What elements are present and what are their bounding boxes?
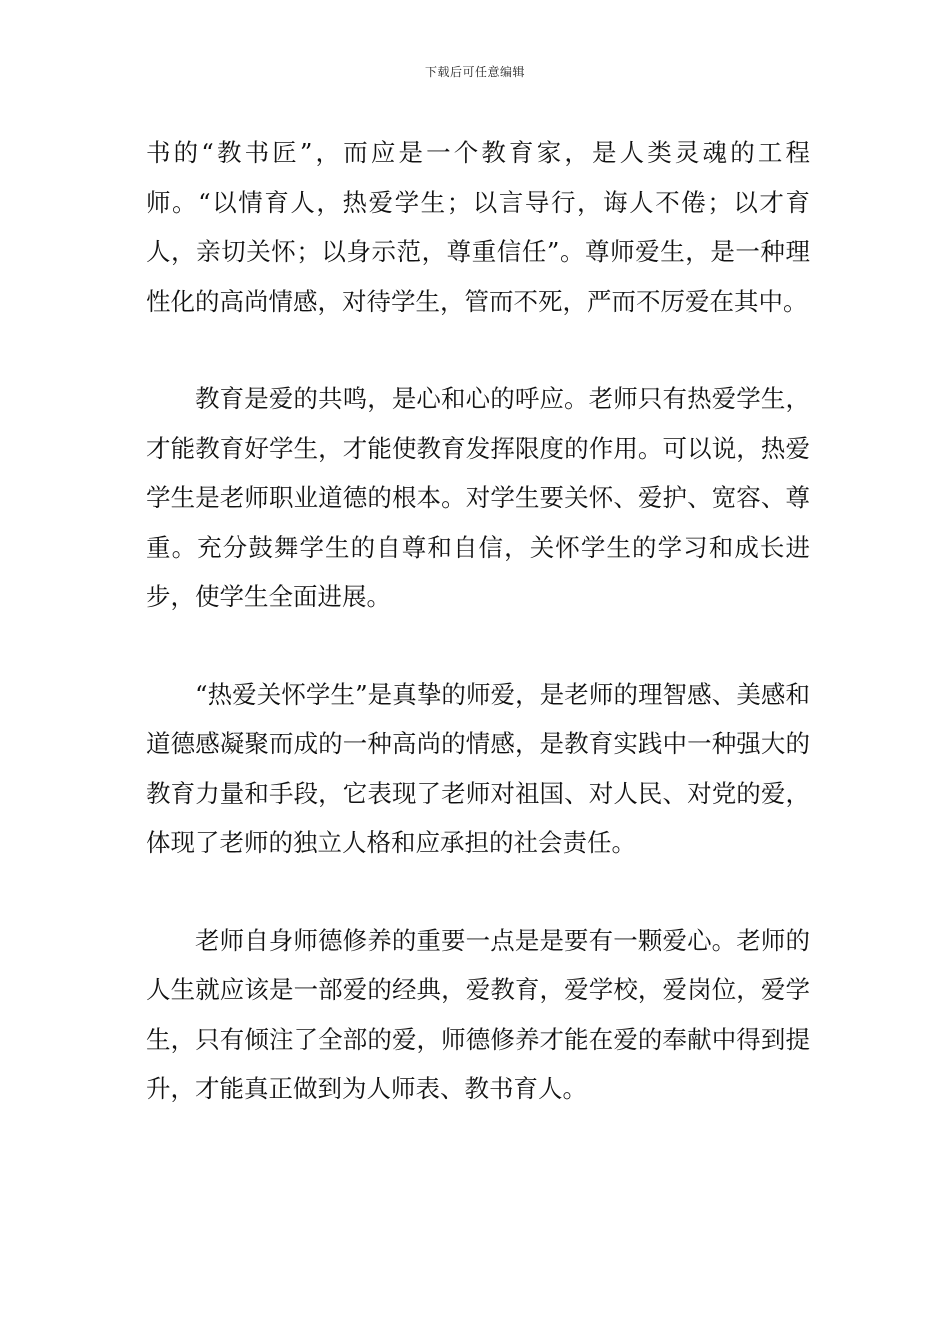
paragraph: 教育是爱的共鸣，是心和心的呼应。老师只有热爱学生，才能教育好学生，才能使教育发挥限度的作用。可以说，热爱学生是老师职业道德的根本。对学生要关怀、爱护、宽容、尊重。充分鼓舞学生的自尊和自信，关怀学生的学习和成长进步，使学生全面进展。 <box>146 384 810 611</box>
paragraph-continuation: 书的“教书匠”，而应是一个教育家，是人类灵魂的工程师。“以情育人，热爱学生；以言导行，诲人不倦；以才育人，亲切关怀；以身示范，尊重信任”。尊师爱生，是一种理性化的高尚情感，对待学生，管而不死，严而不厉爱在其中。 <box>146 138 810 316</box>
document-body <box>146 128 810 1114</box>
page-header-note: 下载后可任意编辑 <box>424 65 525 79</box>
paragraph: “热爱关怀学生”是真挚的师爱，是老师的理智感、美感和道德感凝聚而成的一种高尚的情感，是教育实践中一种强大的教育力量和手段，它表现了老师对祖国、对人民、对党的爱，体现了老师的独立人格和应承担的社会责任。 <box>146 679 810 857</box>
paragraph: 老师自身师德修养的重要一点是是要有一颗爱心。老师的人生就应该是一部爱的经典，爱教育，爱学校，爱岗位，爱学生，只有倾注了全部的爱，师德修养才能在爱的奉献中得到提升，才能真正做到为人师表、教书育人。 <box>146 925 810 1103</box>
